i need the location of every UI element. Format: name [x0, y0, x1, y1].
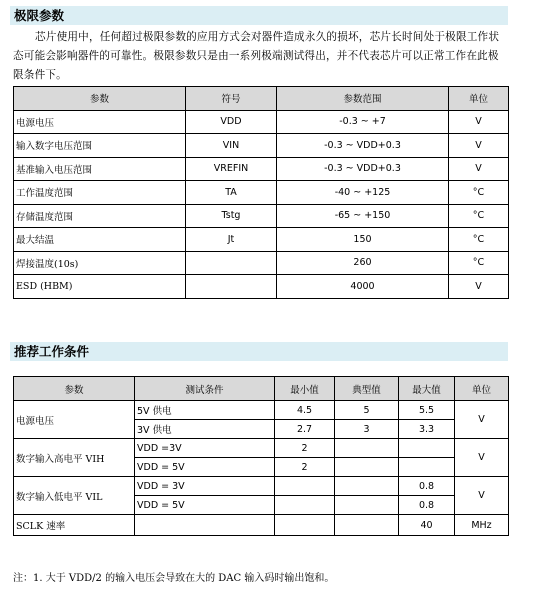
- test-condition: 3V 供电: [135, 420, 275, 439]
- param-unit: V: [449, 157, 509, 181]
- param-symbol: TA: [186, 181, 277, 205]
- table-row: [14, 477, 509, 496]
- recommended-conditions-table: [13, 376, 509, 536]
- typ-value: 3: [335, 420, 399, 439]
- table-row: [14, 515, 509, 536]
- min-value: 2: [275, 458, 335, 477]
- param-range: 4000: [277, 275, 449, 299]
- param-name: 基准输入电压范围: [14, 157, 186, 181]
- typ-value: 5: [335, 401, 399, 420]
- header-cell: 典型值: [335, 377, 399, 401]
- table-row: [14, 110, 509, 134]
- param-name: 工作温度范围: [14, 181, 186, 205]
- header-cell: 测试条件: [135, 377, 275, 401]
- param-range: -0.3 ~ +7: [277, 110, 449, 134]
- param-name: SCLK 速率: [14, 515, 135, 536]
- typ-value: [335, 496, 399, 515]
- param-unit: °C: [449, 181, 509, 205]
- header-cell: 单位: [449, 87, 509, 111]
- test-condition: VDD = 5V: [135, 458, 275, 477]
- param-name: 最大结温: [14, 228, 186, 252]
- absolute-max-table: [13, 86, 509, 299]
- min-value: [275, 515, 335, 536]
- table-row: [14, 401, 509, 420]
- param-name: 数字输入高电平 VIH: [14, 439, 135, 477]
- param-unit: V: [449, 275, 509, 299]
- param-unit: V: [455, 439, 509, 477]
- table-row: [14, 134, 509, 158]
- param-symbol: VIN: [186, 134, 277, 158]
- param-range: -65 ~ +150: [277, 204, 449, 228]
- max-value: [399, 458, 455, 477]
- typ-value: [335, 477, 399, 496]
- param-symbol: [186, 251, 277, 275]
- header-cell: 参数: [14, 87, 186, 111]
- param-range: -0.3 ~ VDD+0.3: [277, 134, 449, 158]
- max-value: 3.3: [399, 420, 455, 439]
- max-value: 5.5: [399, 401, 455, 420]
- header-cell: 最小值: [275, 377, 335, 401]
- table-row: [14, 275, 509, 299]
- min-value: 2.7: [275, 420, 335, 439]
- param-unit: °C: [449, 204, 509, 228]
- param-name: 输入数字电压范围: [14, 134, 186, 158]
- param-symbol: Jt: [186, 228, 277, 252]
- header-cell: 参数范围: [277, 87, 449, 111]
- param-name: 电源电压: [14, 110, 186, 134]
- param-name: 焊接温度(10s): [14, 251, 186, 275]
- table-row: [14, 204, 509, 228]
- param-range: -40 ~ +125: [277, 181, 449, 205]
- param-symbol: Tstg: [186, 204, 277, 228]
- table-row: [14, 157, 509, 181]
- table-row: [14, 251, 509, 275]
- test-condition: [135, 515, 275, 536]
- param-name: 存储温度范围: [14, 204, 186, 228]
- param-unit: °C: [449, 251, 509, 275]
- max-value: 0.8: [399, 496, 455, 515]
- header-cell: 符号: [186, 87, 277, 111]
- intro-paragraph: 芯片使用中，任何超过极限参数的应用方式会对器件造成永久的损坏，芯片长时间处于极限工作状态可能会影响器件的可靠性。极限参数只是由一系列极端测试得出，并不代表芯片可以正常工作在此极限条件下。: [13, 31, 500, 81]
- header-cell: 单位: [455, 377, 509, 401]
- typ-value: [335, 439, 399, 458]
- param-name: ESD (HBM): [14, 275, 186, 299]
- min-value: [275, 477, 335, 496]
- max-value: 0.8: [399, 477, 455, 496]
- min-value: 2: [275, 439, 335, 458]
- param-unit: V: [449, 134, 509, 158]
- table-header-row: [14, 87, 509, 111]
- param-name: 电源电压: [14, 401, 135, 439]
- table-row: [14, 228, 509, 252]
- test-condition: VDD = 3V: [135, 477, 275, 496]
- max-value: [399, 439, 455, 458]
- param-range: 260: [277, 251, 449, 275]
- header-cell: 最大值: [399, 377, 455, 401]
- header-cell: 参数: [14, 377, 135, 401]
- param-symbol: [186, 275, 277, 299]
- param-unit: °C: [449, 228, 509, 252]
- param-unit: V: [455, 401, 509, 439]
- section-title-recommended: 推荐工作条件: [10, 342, 508, 361]
- max-value: 40: [399, 515, 455, 536]
- typ-value: [335, 458, 399, 477]
- param-range: -0.3 ~ VDD+0.3: [277, 157, 449, 181]
- typ-value: [335, 515, 399, 536]
- param-unit: V: [449, 110, 509, 134]
- param-symbol: VDD: [186, 110, 277, 134]
- table-row: [14, 181, 509, 205]
- footnote: 注：1. 大于 VDD/2 的输入电压会导致在大的 DAC 输入码时输出饱和。: [13, 573, 335, 584]
- table-row: [14, 439, 509, 458]
- min-value: 4.5: [275, 401, 335, 420]
- min-value: [275, 496, 335, 515]
- test-condition: VDD =3V: [135, 439, 275, 458]
- test-condition: 5V 供电: [135, 401, 275, 420]
- test-condition: VDD = 5V: [135, 496, 275, 515]
- param-name: 数字输入低电平 VIL: [14, 477, 135, 515]
- table-header-row: [14, 377, 509, 401]
- param-range: 150: [277, 228, 449, 252]
- param-unit: MHz: [455, 515, 509, 536]
- param-symbol: VREFIN: [186, 157, 277, 181]
- param-unit: V: [455, 477, 509, 515]
- section-title-absolute-max: 极限参数: [10, 6, 508, 25]
